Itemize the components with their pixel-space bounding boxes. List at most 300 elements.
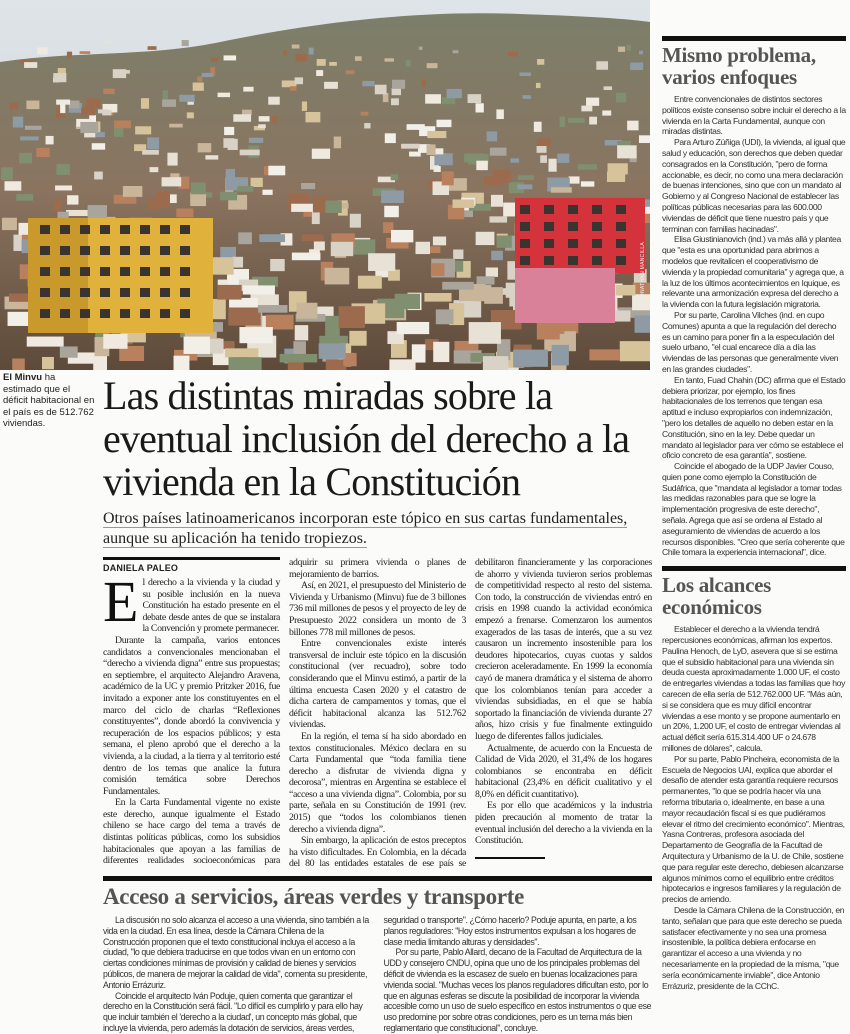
house [86,98,101,107]
house [339,306,365,328]
house [258,305,287,313]
house [368,253,395,271]
house [616,285,636,296]
house [174,356,190,370]
house [325,201,341,213]
sidebar-title: Los alcances económicos [662,573,771,620]
house [552,345,569,366]
byline: DANIELA PALEO [103,563,179,573]
sidebar [662,36,846,991]
hillside-city-photo [0,0,650,370]
house [251,178,263,187]
subhead [103,509,652,549]
house [148,46,157,50]
window [568,256,578,265]
house [46,136,54,144]
house [224,127,234,135]
house [67,52,72,59]
house [392,88,401,95]
house [388,270,400,281]
house [259,116,270,121]
house [361,112,369,116]
window [120,288,130,297]
house [534,122,542,132]
house [217,285,241,300]
house [325,268,350,285]
house [162,99,176,106]
house [483,356,508,370]
house [630,62,643,70]
house [314,241,325,250]
photo-illustration [0,0,650,370]
section-paragraph: Por su parte, Pablo Allard, decano de la Facultad de Arquitectura de la UDD y consejero CNDU, opina que uno de los principales problemas del déficit de vivienda es la escasez de suelo en buenas localizaciones para vivienda social. "Muchas veces los planos reguladores dificultan esto, por lo que en algunas esferas se discute la posibilidad de incorporar la vivienda accesible como un uso de suelo específico en estos instrumentos o que ese uso predomine por sobre otras condiciones, pero es un tema más bien reglamentario que constitucional", concluye. [383,947,652,1033]
window [616,239,626,248]
house [283,50,287,55]
house [198,143,212,152]
sidebar-paragraph: Elisa Giustinianovich (ind.) va más allá y plantea que "esta es una oportunidad para abrirnos a modelos que revitalicen el cooperativismo de vivienda y la propiedad comunitaria" y agrega que, a la luz de los últimos acontecimientos en Iquique, es relevante una armonización expresa del derecho a la vivienda con la futura legislación migratoria. [662,234,844,310]
house [407,124,425,130]
house [258,124,266,128]
house [346,70,355,74]
house [9,103,18,110]
house [202,73,213,77]
house [169,124,182,128]
house [493,169,511,182]
house [224,55,237,60]
house [578,164,597,170]
house [491,195,503,207]
article-paragraph: Entre convencionales existe interés transversal de incluir este tópico en la discusión constitucional (ver recuadro), sobre todo considerando que el Minvu estimó, a partir de la última encuesta Casen 2020 y el catastro de dicha cartera de campamentos y tomas, que el déficit habitacional alcanza las 512.762 viviendas. [289,638,466,731]
house [416,242,430,254]
house [620,341,650,361]
house [627,45,631,51]
caption-bold: El Minvu [3,372,43,383]
house [42,357,54,369]
window [40,225,50,234]
house [436,309,454,324]
house [54,199,62,211]
house [569,176,580,183]
window [180,309,190,318]
sidebar-paragraph: Establecer el derecho a la vivienda tendrá repercusiones económicas, afirman los expertos. Paulina Henoch, de LyD, asevera que si se estima que el subsidio habitacional para una vivienda sin deuda cuesta aproximadamente 1.000 UF, el costo de entregarles viviendas a todas las familias que hoy carecen de ella sería de 512.762.000 UF. "Más aún, si se considera que es muy difícil encontrar viviendas a ese monto y se propone aumentarlo en un 20%, 1.200 UF, el costo de entregar viviendas al actual déficit sería 615.314.400 UF o 24.678 millones de dólares", calcula. [662,624,846,754]
house [426,144,435,155]
house [316,70,323,76]
house [381,190,404,203]
house [375,85,387,95]
window [140,267,150,276]
sidebar-body [662,94,846,558]
window [140,225,150,234]
house [26,101,39,110]
window [60,267,70,276]
house [560,117,565,127]
house [209,339,224,354]
house [513,350,548,367]
article-paragraph: Durante la campaña, varios entonces candidatos a convencionales mencionaban el “derecho a vivienda digna” entre sus propuestas; en septiembre, el arquitecto Alejandro Aravena, académico de la UC y premio Pritzker 2016, fue invitado a exponer ante los constituyentes en el marco del ciclo de charlas “Reflexiones constituyentes”, donde abordó la convivencia y recuperación de los espacios públicos; y esta semana, el pleno aprobó que el derecho a la vivienda, a la ciudad, a la tierra y al territorio esté dentro de los temas que analice la futura comisión temática sobre Derechos Fundamentales. [103,634,280,797]
house [427,63,438,68]
house [60,346,78,357]
sidebar-paragraph: Desde la Cámara Chilena de la Construcción, en tanto, señalan que para que este derecho se pueda satisfacer efectivamente y no sea una promesa insostenible, la política debiera enfocarse en garantizar el acceso a una vivienda y no necesariamente en la propiedad de la misma, "que sería económicamente inviable", dice Antonio Errázuriz, presidente de la CChC. [662,904,845,991]
article-body [103,557,652,870]
house [291,204,313,212]
window [520,222,530,231]
house [317,59,326,66]
house [301,183,315,189]
house [476,232,495,245]
sidebar-paragraph: Para Arturo Zúñiga (UDI), la vivienda, al igual que salud y educación, son derechos que deben quedar consagrados en la Constitución, "pero de forma accionable, es decir, no como una mera declaración de buenas intenciones, sino que con un mandato al Gobierno y al Congreso Nacional de establecer las políticas públicas necesarias para las 600.000 viviendas de déficit que tiene nuestro país y que terminan con familias hacinadas". [662,137,846,234]
window [80,309,90,318]
house [295,77,303,84]
house [523,95,531,99]
window [80,246,90,255]
window [544,239,554,248]
house [510,158,519,162]
house [476,103,484,112]
house [114,121,131,129]
window [140,288,150,297]
house [447,89,462,98]
house [589,117,597,125]
article-paragraph: Es por ello que académicos y la industria piden precaución al momento de tratar la eventual inclusión del derecho a la vivienda en la Constitución. [475,800,652,847]
article-paragraph: En la región, el tema sí ha sido abordado en textos constitucionales. México declara en su Carta Fundamental que “toda familia tiene derecho a disfrutar de vivienda digna y decorosa”, mientras en Argentina se establece el “acceso a una vivienda digna”. Colombia, por su parte, señala en su Constitución de 1991 (rev. 2015) que “todos los colombianos tienen derecho a vivienda digna”. [289,730,466,835]
house [391,230,413,242]
house [419,47,423,50]
house [476,161,488,170]
house [55,185,72,190]
article-paragraph [103,569,280,635]
house [162,177,182,186]
sidebar-paragraph: Coincide el abogado de la UDP Javier Couso, quien pone como ejemplo la Constitución de Sudáfrica, que "mandata al legislador a tomar todas las medidas razonables para que se logre la implementación progresiva de este derecho", señala. Agrega que así se ordena al Estado al aseguramiento de viviendas de acuerdo a los recursos disponibles. "Creo que sería coherente que Chile tomara la experiencia internacional", dice. [662,461,845,558]
house [537,146,547,153]
window [100,225,110,234]
house [384,206,399,217]
house [442,97,455,104]
house [223,138,234,148]
window [592,222,602,231]
house [517,184,532,189]
window [180,288,190,297]
window [100,288,110,297]
window [616,205,626,214]
window [140,246,150,255]
house [25,126,42,130]
house [229,357,262,370]
house [167,153,177,166]
house [81,108,95,116]
house [508,52,518,57]
house [358,276,382,289]
house [220,192,237,201]
house [604,86,612,90]
house [105,41,114,44]
yellow-building-side [28,218,88,333]
house [296,54,307,62]
house [92,143,105,149]
section-body [103,915,652,1034]
house [225,348,258,357]
house [477,276,495,284]
house [12,358,25,370]
section-paragraph: La discusión no solo alcanza el acceso a una vivienda, sino también a la vida en la ciudad. En esa línea, desde la Cámara Chilena de la Construcción proponen que el texto constitucional incluya el acceso a la ciudad, "lo que debiera traducirse en que todos vivan en un entorno con ciertas condiciones mínimas de provisión y calidad de bienes y servicios públicos, de manera de mejorar la calidad de vida", comenta su presidente, Antonio Errázuriz. [103,915,369,990]
house [540,155,547,163]
window [80,288,90,297]
house [557,154,569,163]
house [424,293,451,302]
house [218,93,231,97]
house [238,232,252,244]
house [296,303,317,319]
window [60,246,70,255]
house [211,58,219,62]
house [271,116,277,123]
house [56,164,69,175]
headline: Las distintas miradas sobre la eventual inclusión del derecho a la vivienda en la Constitución [103,373,630,504]
house [391,98,399,105]
house [190,193,206,207]
house [232,257,243,268]
house [389,359,415,370]
house [607,172,625,182]
sidebar-box-alcances [662,566,846,991]
house [197,76,202,81]
house [2,218,17,230]
house [518,175,534,180]
window [120,309,130,318]
house [436,120,451,127]
house [60,104,65,113]
house [98,109,108,113]
window [40,267,50,276]
house [233,114,251,122]
house [639,51,643,55]
house [69,100,80,108]
window [160,225,170,234]
end-rule [475,857,545,859]
sidebar-paragraph: Por su parte, Carolina Vilches (ind. en cupo Comunes) apunta a que la regulación del derecho es un camino para poner fin a la especulación del suelo urbano, "el cual encarece día a día las viviendas de las personas que generalmente viven en las grandes ciudades". [662,309,839,374]
house [268,97,280,105]
window [40,309,50,318]
house [401,144,419,149]
house [442,282,474,290]
house [489,216,507,222]
house [292,253,321,261]
house [427,131,446,138]
house [295,325,309,340]
window [40,246,50,255]
house [355,56,362,61]
window [180,225,190,234]
house [282,80,297,87]
house [324,82,338,89]
article-paragraph: Así, en 2021, el presupuesto del Ministerio de Vivienda y Urbanismo (Minvu) fue de 3 billones 736 mil millones de pesos y el proyecto de ley de Presupuesto 2022 considera un monto de 3 billones 778 mil millones de pesos. [289,580,466,638]
house [520,72,531,76]
paragraph-text: l derecho a la vivienda y la ciudad y su posible inclusión en la nueva Constitución ha estado presente en el debate desde antes de que se instalara la Convención y promete permanecer. [142,577,280,635]
sidebar-paragraph: Entre convencionales de distintos sectores políticos existe consenso sobre incluir el derecho a la vivienda en la Carta Fundamental, aunque con miradas distintas. [662,94,846,137]
house [490,148,507,156]
house [237,186,253,192]
house [536,83,541,88]
house [326,359,347,370]
house [103,89,114,94]
house [259,234,285,242]
house [147,137,159,149]
window [520,256,530,265]
house [290,86,296,91]
section-paragraph: Coincide el arquitecto Iván Poduje, quien comenta que garantizar el derecho en la Constitución será fácil. "Lo difícil es cumplirlo y para ello hay que incluir también el 'derecho a la ciudad', un concepto más global, que incluye la vivienda, pero además la dotación de servicios, áreas verdes, seguridad o transporte". ¿Cómo hacerlo? Poduje apunta, en parte, a los planos reguladores: "Hoy estos instrumentos expulsan a los hogares de clase media limitando alturas y densidades". [103,915,637,1033]
house [319,343,346,358]
article-paragraph: Sin embargo, la aplicación de estos preceptos ha visto dificultades. En Colombia, en la década del 80 las entidades estatales de ese país se debilitaron financieramente y las corporaciones de ahorro y vivienda tuvieron serios problemas de competitividad respecto al resto del sistema. Con todo, la construcción de viviendas entró en crisis en 1998 cuando la actividad económica empezó a frenarse. Comenzaron los aumentos exagerados de las tasas de interés, que a su vez causaron un incremento insostenible para los deudores hipotecarios, cuyas cuotas y saldos crecieron aceleradamente. En 1999 la economía cayó de manera dramática y el sistema de ahorro que los colombianos tenían para acceder a viviendas subsidiadas, en el que se había soportado la financiación de vivienda durante 27 años, hizo crisis y fue finalmente extinguido luego de diferentes fallos judiciales. [289,557,652,870]
house [496,109,503,119]
window [592,205,602,214]
house [1,167,13,180]
house [56,99,70,104]
house [302,101,307,110]
house [635,315,650,332]
main-story [103,374,652,1034]
section-rule [103,876,652,881]
house [205,155,218,159]
house [422,80,427,87]
house [240,150,260,156]
house [9,294,30,302]
house [306,112,321,122]
window [592,239,602,248]
house [150,167,159,172]
house [385,133,396,143]
house [262,190,272,195]
window [60,309,70,318]
house [13,117,23,128]
house [329,62,337,66]
window [100,309,110,318]
house [163,90,168,99]
house [312,149,330,159]
house [243,285,275,294]
window [60,225,70,234]
house [66,210,88,216]
house [486,268,498,277]
house [596,61,608,69]
house [80,51,91,54]
window [120,267,130,276]
house [292,45,300,49]
house [617,145,636,158]
house [67,195,78,204]
sidebar-paragraph: En tanto, Fuad Chahin (DC) afirma que el Estado debiera priorizar, por ejemplo, los fines habitacionales de los terrenos que tengan esa aptitud e incluso expropiarlos con indemnización, "pero los detalles de aquello no deben estar en la Constitución, sino en la ley. Debe quedar un mandato al legislador para ver cómo se establece el oficio concreto de esa garantía", sostiene. [662,374,846,461]
house [123,186,142,197]
house [184,337,210,354]
house [487,131,497,141]
window [100,267,110,276]
house [602,110,611,115]
house [468,94,482,103]
house [616,93,626,103]
house [392,80,405,89]
drop-cap: E [103,569,139,634]
house [94,172,103,180]
sidebar-body [662,624,846,991]
house [142,150,159,155]
house [36,148,49,157]
window [544,256,554,265]
byline-rule [103,557,280,560]
window [180,246,190,255]
house [331,242,353,256]
house [349,331,366,346]
sidebar-rule [662,36,846,41]
house [312,211,320,224]
house [249,138,263,143]
window [520,239,530,248]
house [325,316,340,338]
house [53,73,66,82]
house [639,135,650,143]
house [187,112,194,118]
house [425,94,441,103]
house [568,118,585,123]
house [362,81,374,86]
house [442,171,454,185]
house [350,214,361,228]
house [491,251,503,260]
window [60,288,70,297]
house [431,263,445,276]
window [160,246,170,255]
house [117,70,130,74]
window [568,222,578,231]
article-paragraph: En la Carta Fundamental vigente no existe este derecho, aunque igualmente el Estado chileno se hace cargo del tema a través de distintas políticas públicas, como los subsidios habitacionales que apoyan a las familias de diferentes realidades socioeconómicas para adquirir su primera vivienda o planes de mejoramiento de barrios. [103,557,466,867]
house [302,234,324,241]
house [618,47,625,52]
house [243,87,253,92]
window [544,205,554,214]
house [434,153,452,165]
house [268,166,285,176]
house [80,122,98,133]
window [520,205,530,214]
window [160,267,170,276]
window [544,222,554,231]
house [147,199,160,210]
house [537,138,551,147]
photo-caption [3,372,95,430]
house [537,59,544,65]
house [19,153,32,164]
house [383,93,389,102]
house [103,334,127,349]
window [568,205,578,214]
photo-credit: JONATHAN MANCILLA [640,241,646,300]
house [589,349,619,360]
window [80,225,90,234]
window [592,256,602,265]
house [433,342,449,362]
window [140,309,150,318]
house [141,98,149,109]
house [179,95,194,102]
house [384,58,393,61]
house [270,259,285,271]
window [120,246,130,255]
house [239,327,272,343]
house [406,60,411,67]
house [228,307,261,325]
window [100,246,110,255]
house [16,194,33,201]
window [40,288,50,297]
house [497,236,512,248]
house [395,294,420,309]
